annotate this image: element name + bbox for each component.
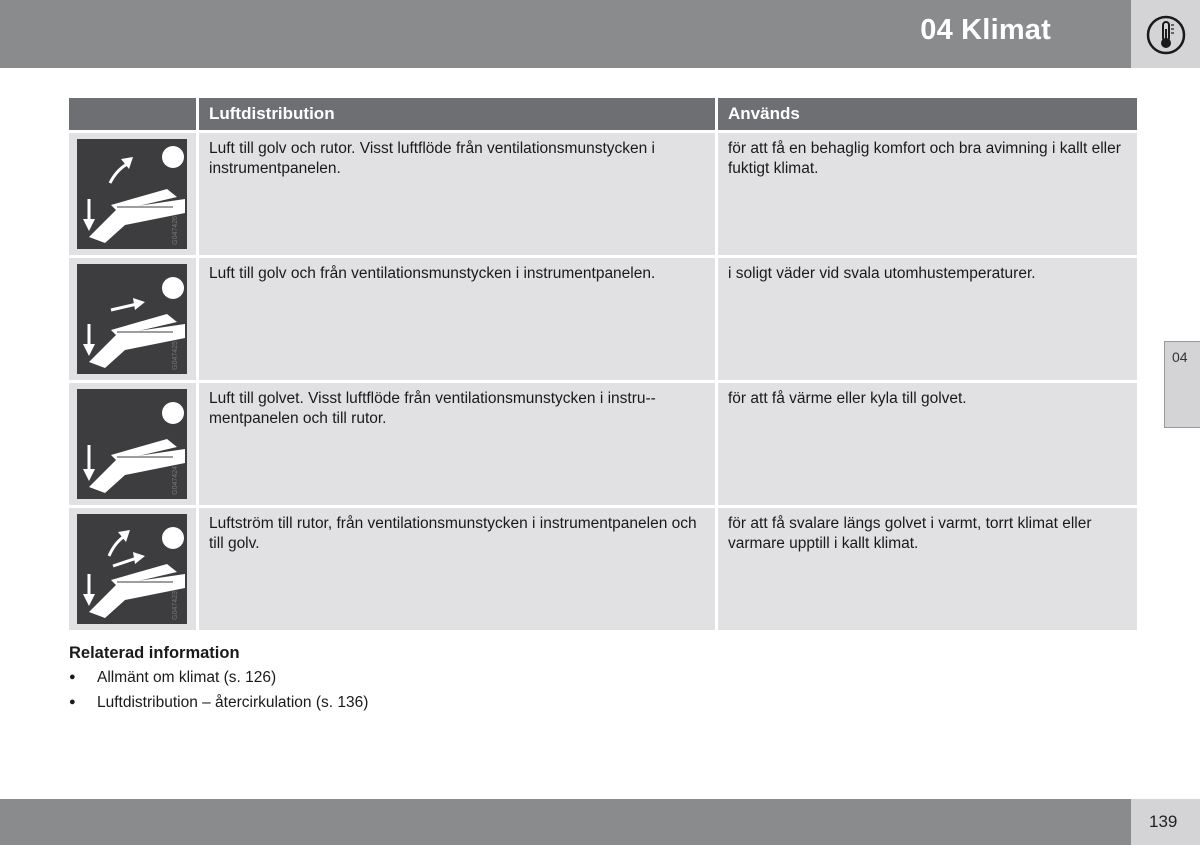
- image-cell: [69, 383, 196, 505]
- image-code: G047423: [171, 591, 179, 620]
- usage-cell: i soligt väder vid svala utomhustemperaturer.: [718, 258, 1137, 380]
- table-row: [69, 508, 1137, 630]
- seat-airflow-floor-panel-icon: [77, 264, 187, 374]
- image-code: G047425: [171, 341, 179, 370]
- table-row: [69, 133, 1137, 255]
- seat-airflow-floor-icon: [77, 389, 187, 499]
- header-distribution: Luftdistribution: [199, 98, 715, 130]
- image-cell: [69, 508, 196, 630]
- usage-cell: för att få svalare längs golvet i varmt, torrt klimat eller varmare upptill i kallt klimat.: [718, 508, 1137, 630]
- distribution-cell: Luftström till rutor, från ventilationsmunstycken i instrumentpanelen och till golv.: [199, 508, 715, 630]
- table-row: [69, 383, 1137, 505]
- related-heading: Relaterad information: [69, 644, 240, 662]
- seat-airflow-all-icon: [77, 514, 187, 624]
- image-cell: [69, 258, 196, 380]
- usage-cell: för att få en behaglig komfort och bra avimning i kallt eller fuktigt klimat.: [718, 133, 1137, 255]
- thermometer-icon: [1146, 15, 1186, 55]
- distribution-cell: Luft till golvet. Visst luftflöde från ventilationsmunstycken i instru-mentpanelen och till rutor.: [199, 383, 715, 505]
- table-row: [69, 258, 1137, 380]
- chapter-title: 04 Klimat: [920, 14, 1051, 46]
- distribution-cell: Luft till golv och rutor. Visst luftflöde från ventilationsmunstycken i instrumentpanelen.: [199, 133, 715, 255]
- related-link[interactable]: ● Allmänt om klimat (s. 126): [69, 665, 368, 690]
- header-empty: [69, 98, 196, 130]
- footer-bar: [0, 799, 1131, 845]
- related-link[interactable]: ● Luftdistribution – återcirkulation (s. 136): [69, 690, 368, 715]
- header-usage: Används: [718, 98, 1137, 130]
- image-code: G047424: [171, 466, 179, 495]
- chapter-icon-box: [1131, 0, 1200, 68]
- header-bar: [0, 0, 1131, 68]
- page-number-box: [1131, 799, 1200, 845]
- related-information: [69, 644, 368, 715]
- table-header-row: [69, 98, 1137, 130]
- image-cell: [69, 133, 196, 255]
- distribution-cell: Luft till golv och från ventilationsmunstycken i instrumentpanelen.: [199, 258, 715, 380]
- air-distribution-table: [66, 95, 1140, 633]
- side-tab-label: 04: [1172, 349, 1188, 365]
- usage-cell: för att få värme eller kyla till golvet.: [718, 383, 1137, 505]
- related-list: [69, 665, 368, 715]
- chapter-side-tab: [1164, 341, 1200, 428]
- image-code: G047426: [171, 216, 179, 245]
- page-number: 139: [1149, 812, 1178, 831]
- seat-airflow-floor-windows-icon: [77, 139, 187, 249]
